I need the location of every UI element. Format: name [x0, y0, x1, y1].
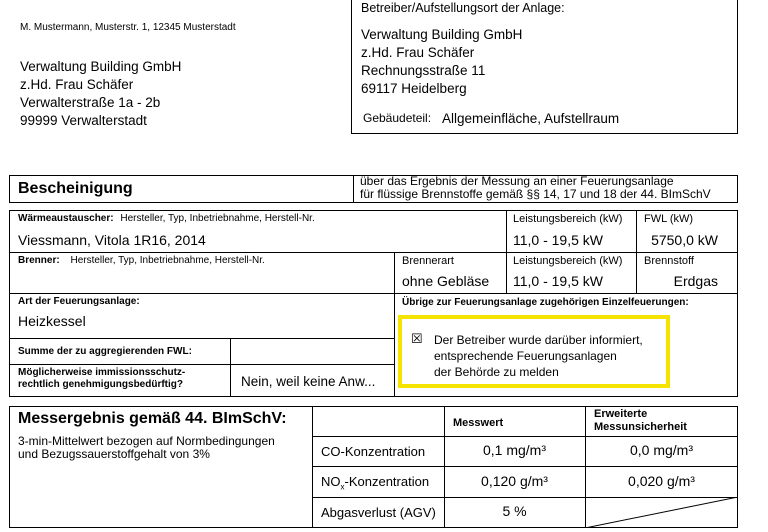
- recipient-line: 99999 Verwalterstadt: [20, 113, 147, 128]
- nox-label-rest: -Konzentration: [344, 474, 430, 489]
- approval-value: Nein, weil keine Anw...: [241, 374, 376, 389]
- plant-type-label: Art der Feuerungsanlage:: [18, 296, 140, 307]
- co-value: 0,1 mg/m³: [482, 442, 546, 458]
- nox-uncertainty: 0,020 g/m³: [628, 473, 695, 489]
- measurement-description: [18, 435, 275, 461]
- sum-fwl-label: Summe der zu aggregierenden FWL:: [18, 346, 192, 357]
- measurement-title: Messergebnis gemäß 44. BImSchV:: [18, 410, 287, 427]
- operator-notice-line: entsprechende Feuerungsanlagen: [434, 349, 617, 363]
- approval-label-line: rechtlich genehmigungsbedürftig?: [18, 379, 184, 390]
- heat-exchanger-value: Viessmann, Vitola 1R16, 2014: [18, 232, 206, 248]
- recipient-address: [20, 58, 181, 130]
- nox-label: [321, 474, 429, 492]
- operator-line: Verwaltung Building GmbH: [361, 27, 523, 42]
- nox-label-main: NO: [321, 474, 341, 489]
- col-header-uncertainty-line: Erweiterte: [594, 408, 648, 420]
- heat-exchanger-label-group: [18, 213, 315, 224]
- fwl-value: 5750,0 kW: [651, 232, 718, 248]
- burner-type-value: ohne Gebläse: [402, 273, 490, 289]
- operator-line: Rechnungsstraße 11: [361, 63, 486, 78]
- heat-exchanger-sublabel: Hersteller, Typ, Inbetriebnahme, Herstell-Nr.: [120, 213, 315, 224]
- building-part-value: Allgemeinfläche, Aufstellraum: [442, 111, 620, 126]
- operator-notice-text: [434, 332, 643, 380]
- certificate-description-line: für flüssige Brennstoffe gemäß §§ 14, 17 und 18 der 44. BImSchV: [360, 187, 711, 201]
- other-firings-label: Übrige zur Feuerungsanlage zugehörigen Einzelfeuerungen:: [402, 297, 689, 308]
- burner-sublabel: Hersteller, Typ, Inbetriebnahme, Herstell-Nr.: [70, 255, 265, 266]
- operator-notice-line: Der Betreiber wurde darüber informiert,: [434, 333, 643, 347]
- nox-value: 0,120 g/m³: [481, 473, 548, 489]
- agv-label: Abgasverlust (AGV): [321, 505, 436, 520]
- operator-notice-line: der Behörde zu melden: [434, 365, 559, 379]
- operator-line: z.Hd. Frau Schäfer: [361, 45, 475, 60]
- plant-type-value: Heizkessel: [18, 313, 86, 329]
- operator-line: 69117 Heidelberg: [361, 81, 467, 96]
- operator-address: [361, 26, 522, 98]
- co-uncertainty: 0,0 mg/m³: [629, 442, 693, 458]
- certificate-description-line: über das Ergebnis der Messung an einer Feuerungsanlage: [360, 174, 674, 188]
- burner-label: Brenner:: [18, 255, 60, 266]
- co-label: CO-Konzentration: [321, 444, 426, 459]
- burner-label-group: [18, 255, 265, 266]
- measurement-description-line: 3-min-Mittelwert bezogen auf Normbedingungen: [18, 434, 275, 448]
- agv-value: 5 %: [502, 503, 527, 519]
- fwl-label: FWL (kW): [644, 213, 694, 225]
- burner-power-value: 11,0 - 19,5 kW: [513, 273, 604, 289]
- building-part-label: Gebäudeteil:: [363, 111, 432, 125]
- operator-heading: Betreiber/Aufstellungsort der Anlage:: [361, 1, 565, 15]
- fuel-label: Brennstoff: [644, 255, 694, 267]
- heat-exchanger-label: Wärmeaustauscher:: [18, 213, 114, 224]
- recipient-line: z.Hd. Frau Schäfer: [20, 77, 134, 92]
- sender-line: M. Mustermann, Musterstr. 1, 12345 Musterstadt: [20, 22, 236, 33]
- burner-type-label: Brennerart: [402, 255, 454, 267]
- agv-uncertainty-strike: [585, 497, 738, 528]
- nox-label-sub: x: [340, 482, 345, 492]
- certificate-title: Bescheinigung: [18, 180, 133, 197]
- fuel-value: Erdgas: [673, 273, 718, 289]
- recipient-line: Verwalterstraße 1a - 2b: [20, 95, 161, 110]
- col-header-uncertainty-line: Messunsicherheit: [594, 421, 687, 433]
- measurement-description-line: und Bezugssauerstoffgehalt von 3%: [18, 447, 210, 461]
- certificate-description: [360, 175, 711, 201]
- heat-exchanger-power-label: Leistungsbereich (kW): [513, 213, 623, 225]
- burner-power-label: Leistungsbereich (kW): [513, 255, 623, 267]
- col-header-uncertainty: [594, 408, 687, 434]
- approval-label: [18, 367, 185, 391]
- operator-notice-checkbox[interactable]: ☒: [411, 331, 423, 346]
- approval-label-line: Möglicherweise immissionsschutz-: [18, 367, 186, 378]
- heat-exchanger-power-value: 11,0 - 19,5 kW: [513, 232, 604, 248]
- recipient-line: Verwaltung Building GmbH: [20, 59, 182, 74]
- col-header-value: Messwert: [453, 417, 504, 429]
